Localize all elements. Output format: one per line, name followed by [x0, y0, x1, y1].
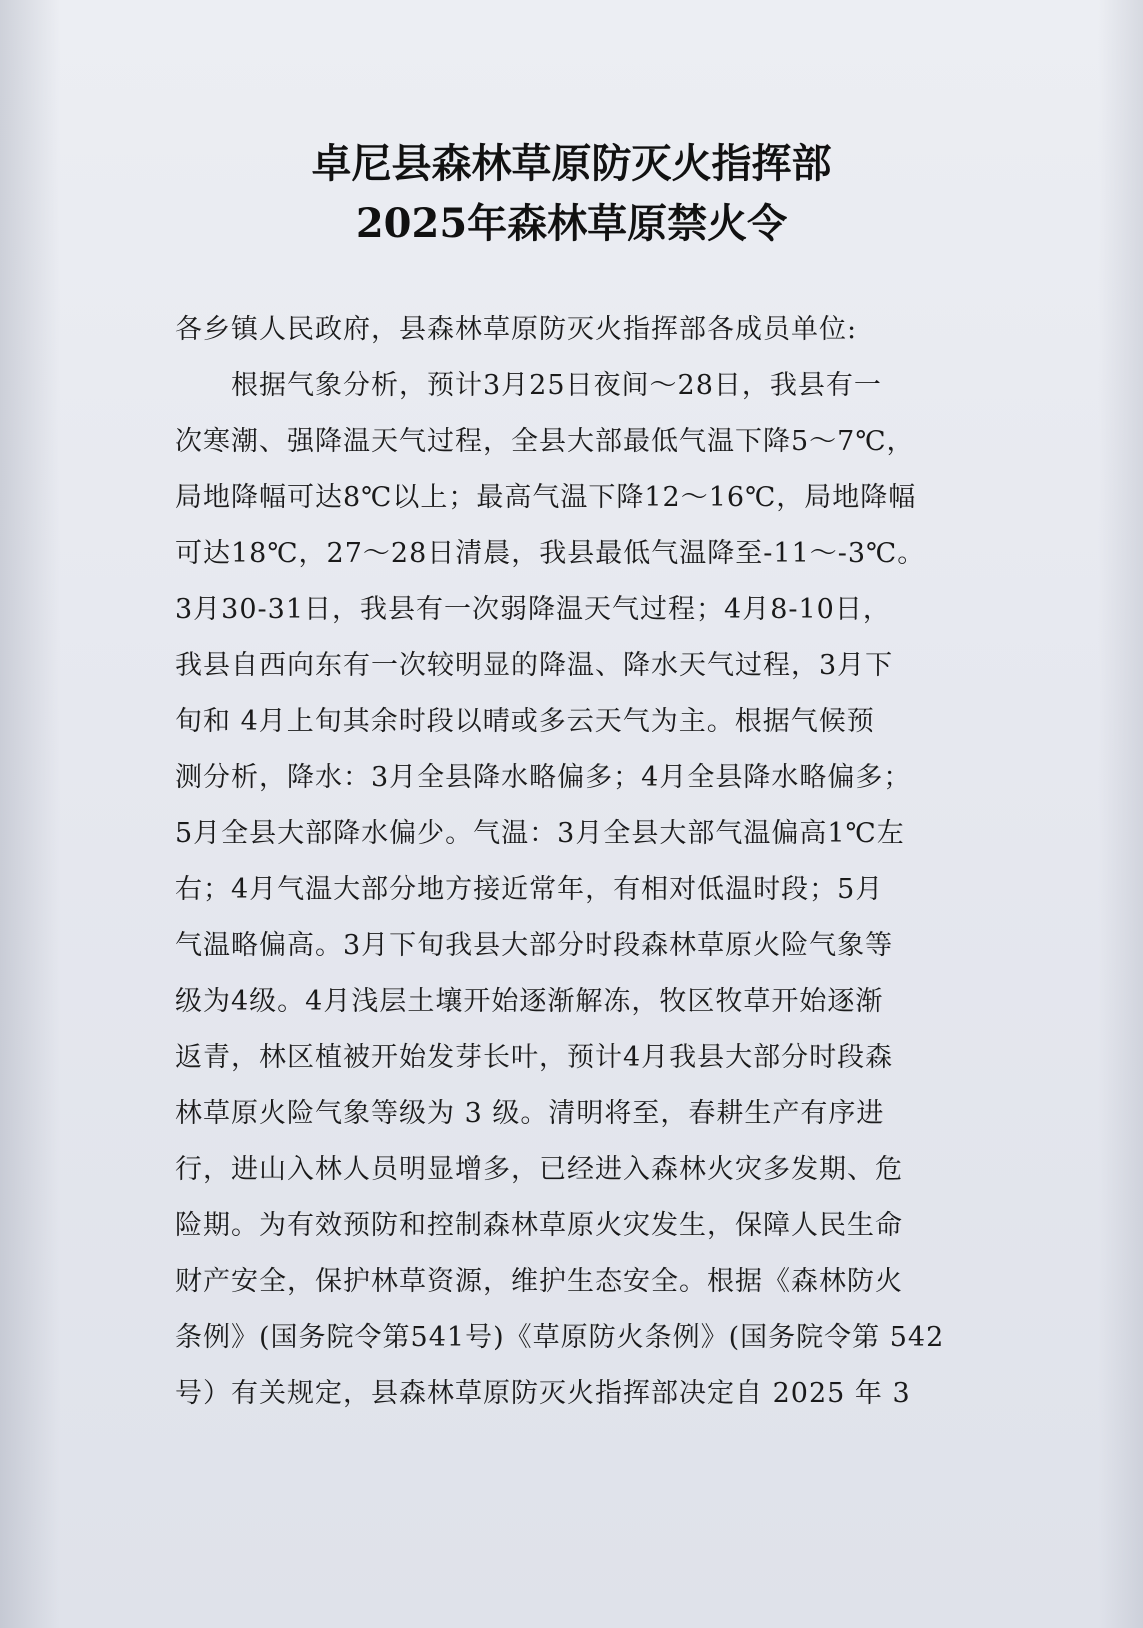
body-line-19: 号）有关规定，县森林草原防灭火指挥部决定自 2025 年 3 [175, 1378, 911, 1409]
body-line-6: 我县自西向东有一次较明显的降温、降水天气过程，3月下 [175, 650, 894, 681]
body-line-16: 险期。为有效预防和控制森林草原火灾发生，保障人民生命 [175, 1210, 903, 1241]
body-line-8: 测分析，降水：3月全县降水略偏多；4月全县降水略偏多； [175, 762, 912, 793]
body-line-11: 气温略偏高。3月下旬我县大部分时段森林草原火险气象等 [175, 930, 894, 961]
document-title-line-2: 2025年森林草原禁火令 [355, 200, 788, 247]
body-line-10: 右；4月气温大部分地方接近常年，有相对低温时段；5月 [175, 874, 884, 905]
body-line-17: 财产安全，保护林草资源，维护生态安全。根据《森林防火 [175, 1266, 903, 1297]
body-line-9: 5月全县大部降水偏少。气温：3月全县大部气温偏高1℃左 [175, 818, 905, 849]
body-line-13: 返青，林区植被开始发芽长叶，预计4月我县大部分时段森 [175, 1042, 894, 1073]
body-line-4: 可达18℃，27～28日清晨，我县最低气温降至-11～-3℃。 [175, 538, 926, 569]
body-line-7: 旬和 4月上旬其余时段以晴或多云天气为主。根据气候预 [175, 706, 875, 737]
body-line-3: 局地降幅可达8℃以上；最高气温下降12～16℃，局地降幅 [175, 482, 917, 513]
body-line-14: 林草原火险气象等级为 3 级。清明将至，春耕生产有序进 [175, 1098, 885, 1129]
salutation: 各乡镇人民政府，县森林草原防灭火指挥部各成员单位: [175, 314, 858, 345]
body-line-5: 3月30-31日，我县有一次弱降温天气过程；4月8-10日， [175, 594, 891, 625]
body-line-2: 次寒潮、强降温天气过程，全县大部最低气温下降5～7℃， [175, 426, 915, 457]
body-line-18: 条例》(国务院令第541号)《草原防火条例》(国务院令第 542 [175, 1322, 945, 1353]
document-title-line-1: 卓尼县森林草原防灭火指挥部 [311, 140, 832, 187]
body-line-12: 级为4级。4月浅层土壤开始逐渐解冻，牧区牧草开始逐渐 [175, 986, 884, 1017]
body-line-1: 根据气象分析，预计3月25日夜间～28日，我县有一 [175, 370, 882, 401]
body-line-15: 行，进山入林人员明显增多，已经进入森林火灾多发期、危 [175, 1154, 903, 1185]
